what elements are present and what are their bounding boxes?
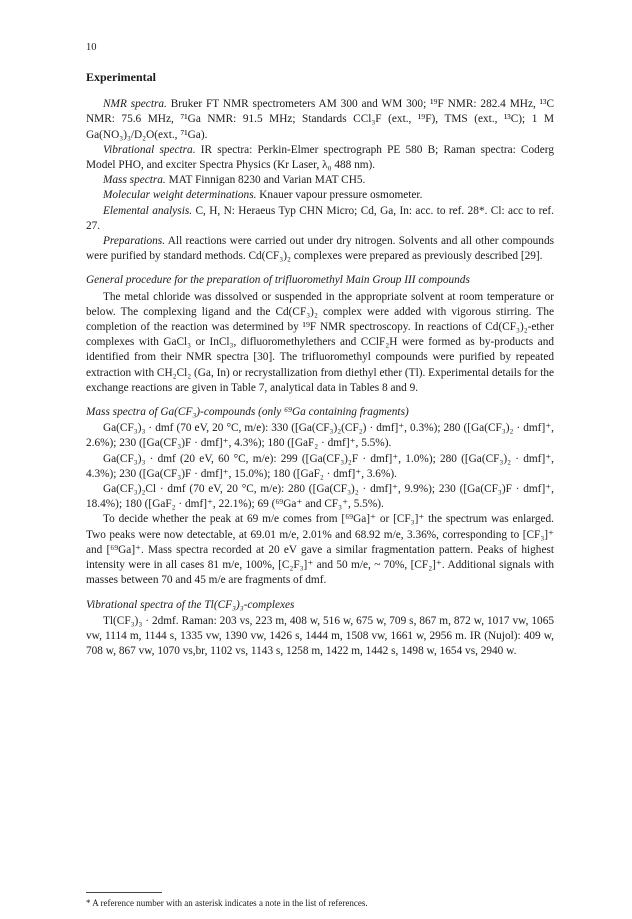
page-number: 10 [86,42,97,53]
para-preparations-lead: Preparations. [103,235,166,248]
footnote-rule [86,892,162,893]
para-nmr [86,97,554,143]
para-molecular-weight-text: Knauer vapour pressure osmometer. [259,189,423,202]
para-vibrational [86,143,554,173]
mass-entry: Ga(CF₃)₂Cl · dmf (70 eV, 20 °C, m/e): 280 ([Ga(CF₃)₂ · dmf]⁺, 9.9%); 230 ([Ga(CF₃)F · dmf]⁺, 18.4%); 180 ([GaF₂ · dmf]⁺, 22.1%); 69 (⁶⁹Ga⁺ and CF₃⁺, 5.5%). [86,483,554,511]
para-mass-lead: Mass spectra. [103,174,166,187]
para-mass-text: MAT Finnigan 8230 and Varian MAT CH5. [168,174,366,187]
para-elemental-text: C, H, N: Heraeus Typ CHN Micro; Cd, Ga, In: acc. to ref. 28*. Cl: acc to ref. 27. [86,204,555,232]
vibrational-text: Tl(CF₃)₃ · 2dmf. Raman: 203 vs, 223 m, 408 w, 516 w, 675 w, 709 s, 867 m, 872 w, 1017 vw, 1065 vw, 1114 m, 1144 s, 1335 vw, 1390 vw, 1426 s, 1444 m, 1508 vw, 1661 w, 2956 m. IR (Nujol): 409 w, 708 w, 867 vw, 1070 vs,br, 1102 vs, 1143 s, 1258 m, 1422 m, 1442 s, 1498 w, 1654 vs, 2940 w. [86,614,554,658]
mass-spectra-title: Mass spectra of Ga(CF₃)-compounds (only ⁶⁹Ga containing fragments) [86,406,409,419]
para-vibrational-text: IR spectra: Perkin-Elmer spectrograph PE 580 B; Raman spectra: Coderg Model PHO, and exciter Spectra Physics (Kr Laser, λ₀ 488 nm). [86,143,554,172]
mass-entry: To decide whether the peak at 69 m/e comes from [⁶⁹Ga]⁺ or [CF₃]⁺ the spectrum was enlarged. Two peaks were now detectable, at 69.01 m/e, 2.01% and 68.92 m/e, 3.36%, corresponding to [CF₃]⁺ and [⁶⁹Ga]⁺. Mass spectra recorded at 20 eV gave a similar fragmentation pattern. Peaks of highest intensity were in all cases 81 m/e, 100%, [C₂F₃]⁺ and 50 m/e, ~ 70%, [CF₂]⁺. Additional signals with masses between 70 and 45 m/e are fragments of dmf. [86,513,554,587]
mass-entry: Ga(CF₃)₃ · dmf (20 eV, 60 °C, m/e): 299 ([Ga(CF₃)₂F · dmf]⁺, 1.0%); 280 ([Ga(CF₃)₂ · dmf]⁺, 4.3%); 230 ([Ga(CF₃)F · dmf]⁺, 15.0%); 180 ([GaF₂ · dmf]⁺, 3.6%). [86,452,554,480]
vibrational-title: Vibrational spectra of the Tl(CF₃)₃-complexes [86,598,295,611]
general-procedure-text: The metal chloride was dissolved or suspended in the appropriate solvent at room temperature or below. The complexing ligand and the Cd(CF₃)₂ complex were added with vigorous stirring. The completion of the reaction was determined by ¹⁹F NMR spectroscopy. In reactions of Cd(CF₃)₂-ether complexes with GaCl₃ or InCl₃, difluoromethylethers and CClF₂H were formed as by-products and identified from their NMR spectra [30]. The trifluoromethyl compounds were purified by repeated extraction with CH₂Cl₂ (Ga, In) or recrystallization from diethyl ether (Tl). Experimental details for the exchange reactions are given in Table 7, analytical data in Tables 8 and 9. [86,290,554,394]
mass-entry: Ga(CF₃)₃ · dmf (70 eV, 20 °C, m/e): 330 ([Ga(CF₃)₂(CF₂) · dmf]⁺, 0.3%); 280 ([Ga(CF₃)₂ · dmf]⁺, 2.6%); 230 ([Ga(CF₃)F · dmf]⁺, 4.3%); 180 ([GaF₂ · dmf]⁺, 5.5%). [86,422,554,450]
main-column [86,70,554,659]
para-vibrational-lead: Vibrational spectra. [103,143,196,156]
para-mass [86,173,554,188]
para-elemental-lead: Elemental analysis. [103,204,193,217]
para-preparations-text: All reactions were carried out under dry nitrogen. Solvents and all other compounds were purified by standard methods. Cd(CF₃)₂ complexes were prepared as previously described [29]. [86,235,554,263]
para-molecular-weight [86,188,554,203]
para-elemental [86,204,554,234]
para-molecular-weight-lead: Molecular weight determinations. [103,189,257,202]
footnote: * A reference number with an asterisk indicates a note in the list of references. [86,898,368,908]
para-preparations [86,234,554,264]
general-procedure-title: General procedure for the preparation of trifluoromethyl Main Group III compounds [86,274,470,287]
section-heading-experimental: Experimental [86,70,156,84]
para-nmr-lead: NMR spectra. [103,98,167,111]
para-nmr-text: Bruker FT NMR spectrometers AM 300 and WM 300; ¹⁹F NMR: 282.4 MHz, ¹³C NMR: 75.6 MHz, ⁷¹Ga NMR: 91.5 MHz; Standards CCl₃F (ext., ¹⁹F), TMS (ext., ¹³C); 1 M Ga(NO₃)₃/D₂O(ext., ⁷¹Ga). [86,98,554,141]
